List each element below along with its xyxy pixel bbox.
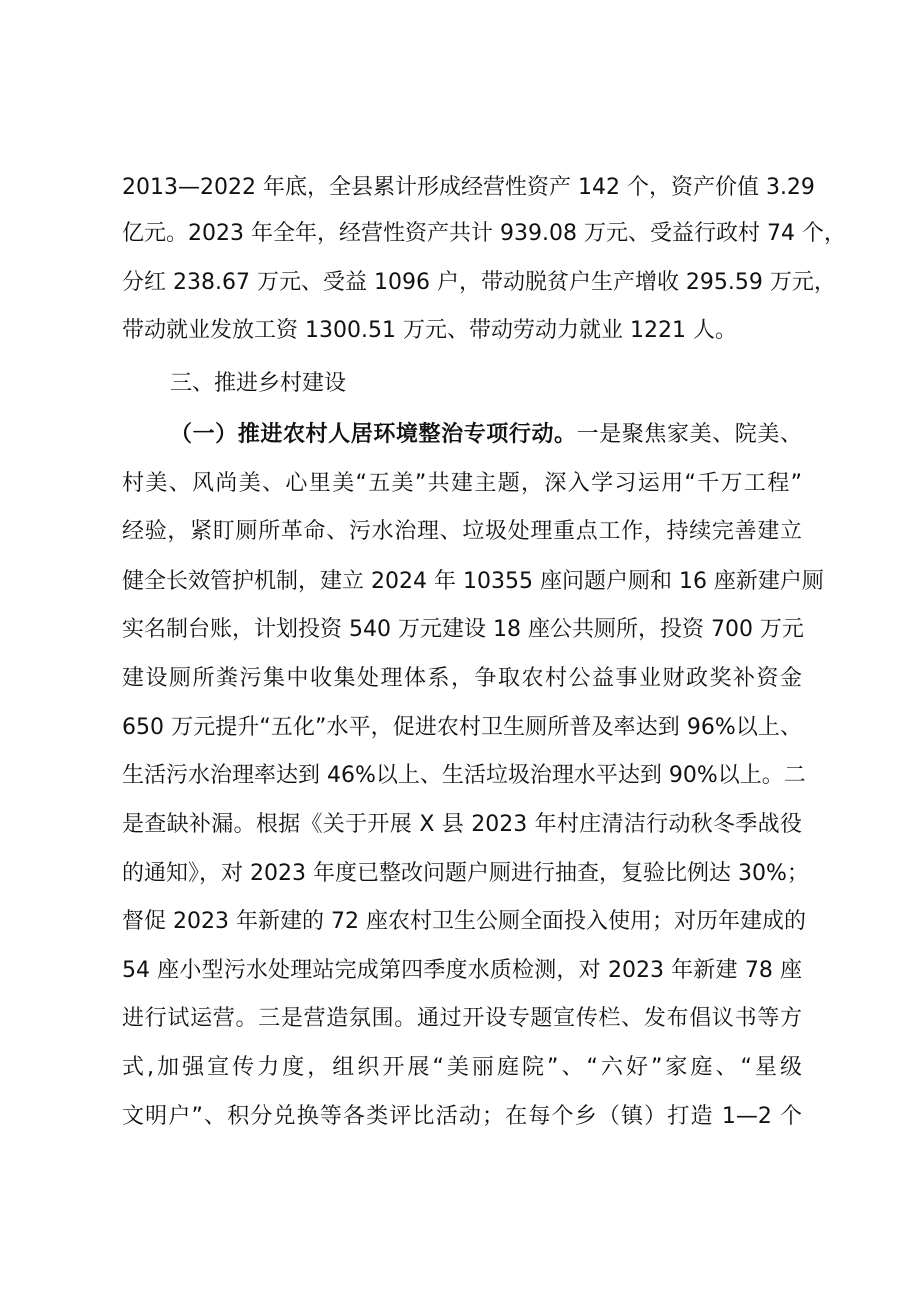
body-line: 2013—2022 年底，全县累计形成经营性资产 142 个，资产价值 3.29 [122,175,815,200]
body-line: 督促 2023 年新建的 72 座农村卫生公厕全面投入使用；对历年建成的 [122,909,806,934]
body-line: 村美、风尚美、心里美“五美”共建主题，深入学习运用“千万工程” [122,471,802,496]
subsection-heading: （一）推进农村人居环境整治专项行动。 [170,422,577,447]
body-line: 带动就业发放工资 1300.51 万元、带动劳动力就业 1221 人。 [122,318,737,343]
body-line: 54 座小型污水处理站完成第四季度水质检测，对 2023 年新建 78 座 [122,958,802,983]
body-line: 建设厕所粪污集中收集处理体系，争取农村公益事业财政奖补资金 [122,666,802,691]
body-line: 分红 238.67 万元、受益 1096 户，带动脱贫户生产增收 295.59 万元， [122,270,836,295]
body-line: 生活污水治理率达到 46%以上、生活垃圾治理水平达到 90%以上。二 [122,763,806,788]
body-line: 健全长效管护机制，建立 2024 年 10355 座问题户厕和 16 座新建户厕 [122,569,824,594]
body-line: 的通知》，对 2023 年度已整改问题户厕进行抽查，复验比例达 30%； [122,861,809,886]
body-line: 进行试运营。三是营造氛围。通过开设专题宣传栏、发布倡议书等方 [122,1006,802,1031]
body-line: 650 万元提升“五化”水平，促进农村卫生厕所普及率达到 96%以上、 [122,715,802,740]
body-text: 一是聚焦家美、院美、 [576,422,802,447]
subsection-line [170,415,802,455]
body-line: 经验，紧盯厕所革命、污水治理、垃圾处理重点工作，持续完善建立 [122,519,802,544]
body-line: 是查缺补漏。根据《关于开展 X 县 2023 年村庄清洁行动秋冬季战役 [122,812,802,837]
body-line: 亿元。2023 年全年，经营性资产共计 939.08 万元、受益行政村 74 个， [122,221,846,246]
body-line: 文明户”、积分兑换等各类评比活动；在每个乡（镇）打造 1—2 个 [122,1104,802,1129]
body-line: 实名制台账，计划投资 540 万元建设 18 座公共厕所，投资 700 万元 [122,617,804,642]
section-heading: 三、推进乡村建设 [170,371,347,396]
body-line: 式,加强宣传力度，组织开展“美丽庭院”、“六好”家庭、“星级 [122,1055,802,1080]
